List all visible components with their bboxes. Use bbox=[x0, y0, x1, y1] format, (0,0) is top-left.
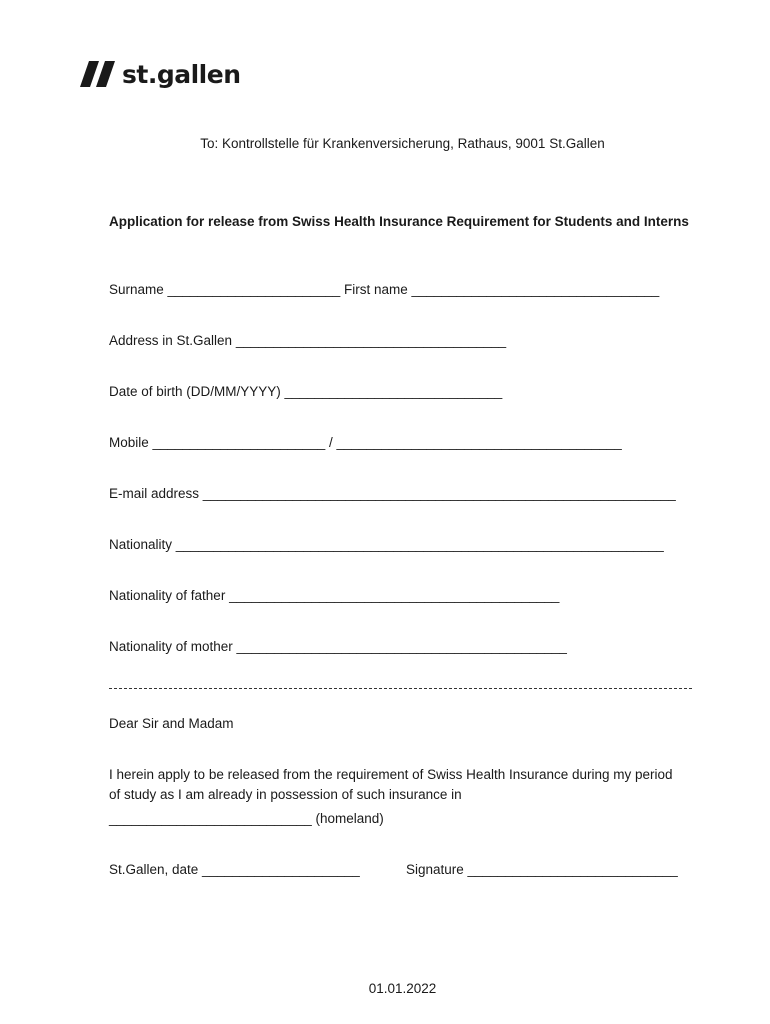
salutation: Dear Sir and Madam bbox=[109, 716, 234, 731]
place-date-field[interactable]: St.Gallen, date _____________________ bbox=[109, 862, 360, 877]
signature-field[interactable]: Signature ____________________________ bbox=[406, 862, 678, 877]
mobile-field[interactable]: Mobile _______________________ / ______________________________________ bbox=[109, 435, 622, 450]
application-statement: I herein apply to be released from the requirement of Swiss Health Insurance during my period of study as I am already in possession of such insurance in bbox=[109, 767, 673, 802]
nationality-field[interactable]: Nationality _________________________________________________________________ bbox=[109, 537, 664, 552]
date-of-birth-field[interactable]: Date of birth (DD/MM/YYYY) _____________________________ bbox=[109, 384, 503, 399]
form-title: Application for release from Swiss Health Insurance Requirement for Students and Interns bbox=[109, 214, 689, 229]
nationality-mother-field[interactable]: Nationality of mother ____________________________________________ bbox=[109, 639, 567, 654]
nationality-father-field[interactable]: Nationality of father ____________________________________________ bbox=[109, 588, 560, 603]
email-field[interactable]: E-mail address _______________________________________________________________ bbox=[109, 486, 676, 501]
homeland-field[interactable]: ___________________________ (homeland) bbox=[109, 811, 384, 826]
footer-date: 01.01.2022 bbox=[368, 981, 437, 996]
address-field[interactable]: Address in St.Gallen ____________________________________ bbox=[109, 333, 507, 348]
st-gallen-logo bbox=[80, 56, 241, 92]
recipient-address: To: Kontrollstelle für Krankenversicherung, Rathaus, 9001 St.Gallen bbox=[200, 136, 605, 151]
surname-firstname-field[interactable]: Surname _______________________ First name _________________________________ bbox=[109, 282, 660, 297]
section-divider bbox=[109, 688, 692, 689]
st-gallen-logo-mark-icon bbox=[80, 61, 120, 87]
logo-text: st.gallen bbox=[122, 59, 241, 89]
